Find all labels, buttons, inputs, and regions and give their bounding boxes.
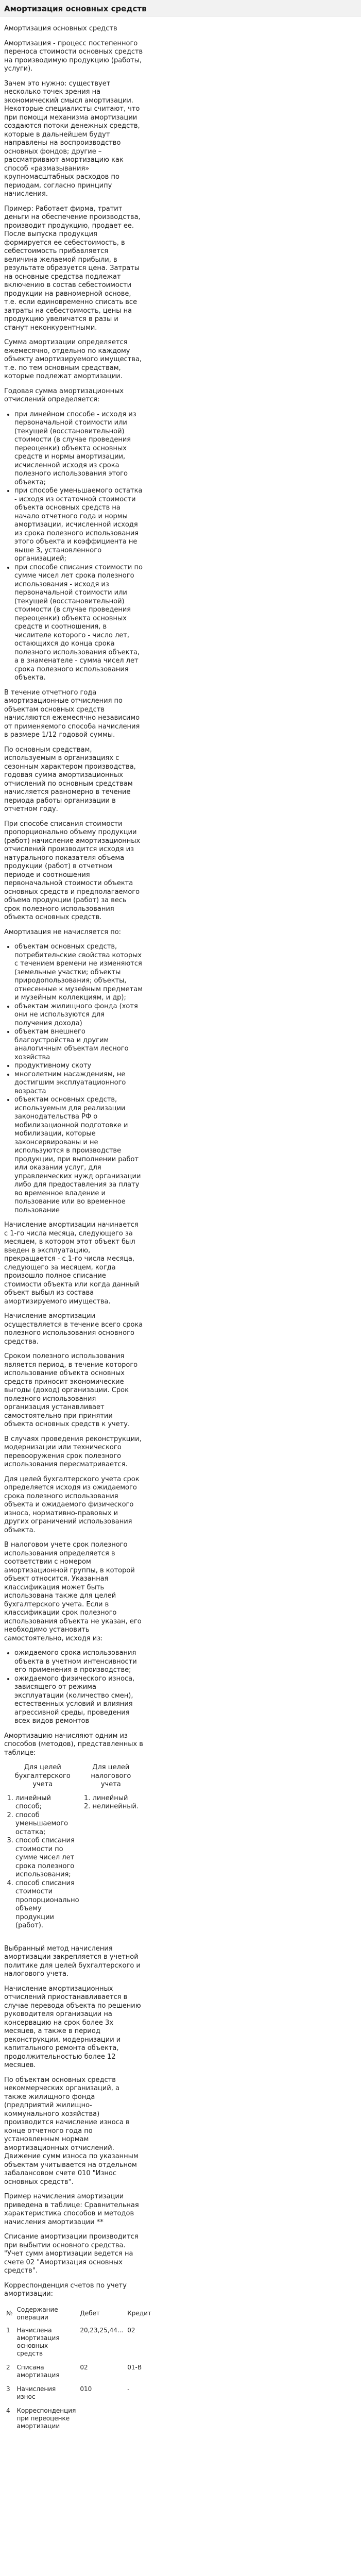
credit-cell: 02 (127, 2326, 135, 2334)
table-header-cell: Для целей бухгалтерского учета (14, 1764, 71, 1788)
page-title: Амортизация основных средств (4, 4, 147, 13)
list-item: • при способе уменьшаемого остатка - исходя из остаточной стоимости объекта основных средств на начало отчетного года и нормы амортизации, исчисленной исходя из срока полезного использования этого объекта и коэффициента не выше 3, установленного организацией; (14, 487, 143, 564)
paragraph: По основным средствам, используемым в организациях с сезонным характером производства, годовая сумма амортизационных отчислений по основным средствам начисляется равномерно в течение периода работы организации в отчетном году. (4, 745, 136, 813)
non-depreciable-list (4, 943, 143, 1215)
table-row (4, 1794, 141, 1930)
paragraph: В случаях проведения реконструкции, модернизации или технического перевооружения срок полезного использования пересматривается. (4, 1435, 142, 1468)
paragraph: Начисление амортизационных отчислений приостанавливается в случае перевода объекта по решению руководителя организации на консервацию на срок более 3х месяцев, а также в период реконструкции, модернизации и капитального ремонта объекта, продолжительностью более 12 месяцев. (4, 1985, 141, 2069)
table-header-cell: Кредит (127, 2310, 151, 2317)
section-useful-life (4, 1221, 143, 1643)
list-item: 3. способ списания стоимости по сумме чисел лет срока полезного использования; (15, 1837, 79, 1879)
paragraph: Корреспонденция счетов по учету амортизации: (4, 2281, 127, 2298)
list-item: 4. способ списания стоимости пропорционально объему продукции (работ). (15, 1879, 79, 1930)
accounting-entries-table (4, 2305, 153, 2435)
paragraph: Начисление амортизации осуществляется в течение всего срока полезного использования основного средства. (4, 1312, 143, 1346)
debit-cell: 02 (80, 2363, 88, 2371)
table-header-cell: Для целей налогового учета (91, 1764, 131, 1788)
table-cell (81, 1794, 141, 1930)
table-cell (4, 1794, 81, 1930)
list-item: • объектам внешнего благоустройства и другим аналогичным объектам лесного хозяйства (14, 1028, 143, 1062)
row-number: 1 (6, 2326, 10, 2334)
paragraph: В налоговом учете срок полезного использования определяется в соответствии с номером амортизационной группы, в которой объект относится. Указанная классификация может быть использована также для целей бухгалтерского учета. Если в классификации срок полезного использования объекта не указан, его необходимо установить самостоятельно, исходя из: (4, 1541, 142, 1642)
paragraph: Пример: Работает фирма, тратит деньги на обеспечение производства, производит продукцию, продает ее. После выпуска продукция формируется ее себестоимость, в себестоимость прибавляется величина желаемой прибыли, в результате образуется цена. Затраты на основные средства подлежат включению в состав себестоимости продукции на равномерной основе, т.е. если единовременно списать все затраты на себестоимость, цены на продукцию увеличатся в разы и станут неконкурентными. (4, 205, 141, 332)
table-header-cell: Дебет (80, 2310, 100, 2317)
depreciation-methods-list (4, 411, 143, 683)
list-item: • объектам основных средств, потребительские свойства которых с течением времени не изменяются (земельные участки; объекты природопользования; объекты, отнесенные к музейным предметам и музейным коллекциям, и др); (14, 943, 143, 1003)
section-intro (4, 25, 143, 404)
list-item: • объектам основных средств, используемым для реализации законодательства РФ о мобилизационной подготовке и мобилизации, которые законсервированы и не используются в производстве продукции, при выполнении работ или оказании услуг, для управленческих нужд организации либо для предоставления за плату во временное владение и пользование или во временное пользование (14, 1096, 143, 1215)
tax-methods-list (83, 1794, 139, 1811)
operation-cell: Начислена амортизация основных средств (16, 2326, 60, 2357)
list-item: • ожидаемого срока использования объекта в учетном интенсивности его применения в производстве; (14, 1649, 143, 1675)
paragraph: Списание амортизации производится при выбытии основного средства. "Учет сумм амортизации ведется на счете 02 "Амортизация основных средств". (4, 2233, 139, 2275)
table-header-cell: Содержание операции (16, 2306, 58, 2321)
credit-cell (125, 2406, 153, 2435)
article-heading: Амортизация основных средств (4, 25, 117, 32)
paragraph: Зачем это нужно: существует несколько точек зрения на экономический смысл амортизации. Некоторые специалисты считают, что при помощи механизма амортизации создаются потоки денежных средств, которые в дальнейшем будут направлены на воспроизводство основных фондов; другие – рассматривают амортизацию как способ «размазывания» крупномасштабных расходов по периодам, согласно принципу начисления. (4, 79, 140, 198)
paragraph: По объектам основных средств некоммерческих организаций, а также жилищного фонда (предприятий жилищно-коммунального хозяйства) производится начисление износа в конце отчетного года по установленным нормам амортизационных отчислений. Движение сумм износа по указанным объектам учитывается на отдельном забалансовом счете 010 "Износ основных средств". (4, 2076, 139, 2186)
article-body (4, 25, 151, 2435)
list-item: 2. нелинейный. (93, 1803, 139, 1811)
list-item: • при способе списания стоимости по сумме чисел лет срока полезного использования - исходя из первоначальной стоимости или (текущей (восстановительной) стоимости (в случае проведения переоценки) объекта основных средств и соотношения, в числителе которого - число лет, остающихся до конца срока полезного использования объекта, а в знаменателе - сумма чисел лет срока полезного использования объекта. (14, 564, 143, 683)
table-header-row (4, 1764, 141, 1794)
paragraph: Пример начисления амортизации приведена в таблице: Сравнительная характеристика способов и методов начисления амортизации ** (4, 2193, 139, 2226)
paragraph: Начисление амортизации начинается с 1-го числа месяца, следующего за месяцем, в котором этот объект был введен в эксплуатацию, прекращается - с 1-го числа месяца, следующего за месяцем, когда произошло полное списание стоимости объекта или когда данный объект выбыл из состава амортизируемого имущества. (4, 1221, 140, 1306)
header (0, 0, 361, 16)
accounting-methods-list (6, 1794, 79, 1930)
paragraph: Амортизация не начисляется по: (4, 928, 122, 936)
list-item: • продуктивному скоту (14, 1062, 143, 1071)
row-number: 3 (6, 2385, 10, 2393)
table-header-cell: № (6, 2310, 13, 2317)
paragraph: Выбранный метод начисления амортизации закрепляется в учетной политике для целей бухгалтерского и налогового учета. (4, 1944, 141, 1978)
paragraph: Сроком полезного использования является период, в течение которого использование объекта основных средств приносит экономические выгоды (доход) организации. Срок полезного использования организация устанавливает самостоятельно при принятии объекта основных средств к учету. (4, 1352, 138, 1428)
credit-cell: 01-В (127, 2363, 142, 2371)
list-item: 1. линейный (93, 1794, 139, 1803)
section-policy (4, 1945, 143, 2299)
list-item: • объектам жилищного фонда (хотя они не используются для получения дохода) (14, 1003, 143, 1028)
debit-cell: 20,23,25,44... (80, 2326, 124, 2334)
paragraph: Амортизацию начисляют одним из способов (методов), представленных в таблице: (4, 1732, 143, 1757)
table-row (4, 2384, 153, 2406)
operation-cell: Начисления износ (16, 2385, 56, 2400)
debit-cell: 010 (80, 2385, 92, 2393)
list-item: • многолетним насаждениям, не достигшим эксплуатационного возраста (14, 1071, 143, 1096)
list-item: • при линейном способе - исходя из первоначальной стоимости или (текущей (восстановительной) стоимости (в случае проведения переоценки) объекта основных средств и нормы амортизации, исчисленной исходя из срока полезного использования этого объекта; (14, 411, 143, 487)
table-row (4, 2363, 153, 2384)
list-item: 1. линейный способ; (15, 1794, 79, 1811)
row-number: 4 (6, 2406, 10, 2414)
paragraph: В течение отчетного года амортизационные отчисления по объектам основных средств начисляются ежемесячно независимо от применяемого способа начисления в размере 1/12 годовой суммы. (4, 688, 140, 739)
list-item: 2. способ уменьшаемого остатка; (15, 1811, 79, 1837)
debit-cell (78, 2406, 125, 2435)
methods-table (4, 1764, 141, 1930)
paragraph: Для целей бухгалтерского учета срок определяется исходя из ожидаемого срока полезного использования объекта и ожидаемого физического износа, нормативно-правовых и других ограничений использования объекта. (4, 1475, 140, 1534)
paragraph: При способе списания стоимости пропорционально объему продукции (работ) начисление амортизационных отчислений производится исходя из натурального показателя объема продукции (работ) в отчетном периоде и соотношения первоначальной стоимости объекта основных средств и предполагаемого объема продукции (работ) за весь срок полезного использования объекта основных средств. (4, 820, 141, 921)
table-row (4, 2326, 153, 2363)
credit-cell: - (127, 2385, 130, 2393)
section-monthly (4, 689, 143, 937)
table-header-row (4, 2305, 153, 2326)
paragraph: Амортизация - процесс постепенного переноса стоимости основных средств на производимую продукцию (работы, услуги). (4, 39, 143, 73)
useful-life-factors-list (4, 1649, 143, 1726)
operation-cell: Списана амортизация (16, 2363, 60, 2379)
table-row (4, 2406, 153, 2435)
paragraph: Сумма амортизации определяется ежемесячно, отдельно по каждому объекту амортизируемого имущества, т.е. по тем основным средствам, которые подлежат амортизации. (4, 338, 142, 380)
list-item: • ожидаемого физического износа, зависящего от режима эксплуатации (количество смен), естественных условий и влияния агрессивной среды, проведения всех видов ремонтов (14, 1675, 143, 1726)
paragraph: Годовая сумма амортизационных отчислений определяется: (4, 387, 124, 403)
row-number: 2 (6, 2363, 10, 2371)
operation-cell: Корреспонденция при переоценке амортизации (16, 2406, 76, 2430)
